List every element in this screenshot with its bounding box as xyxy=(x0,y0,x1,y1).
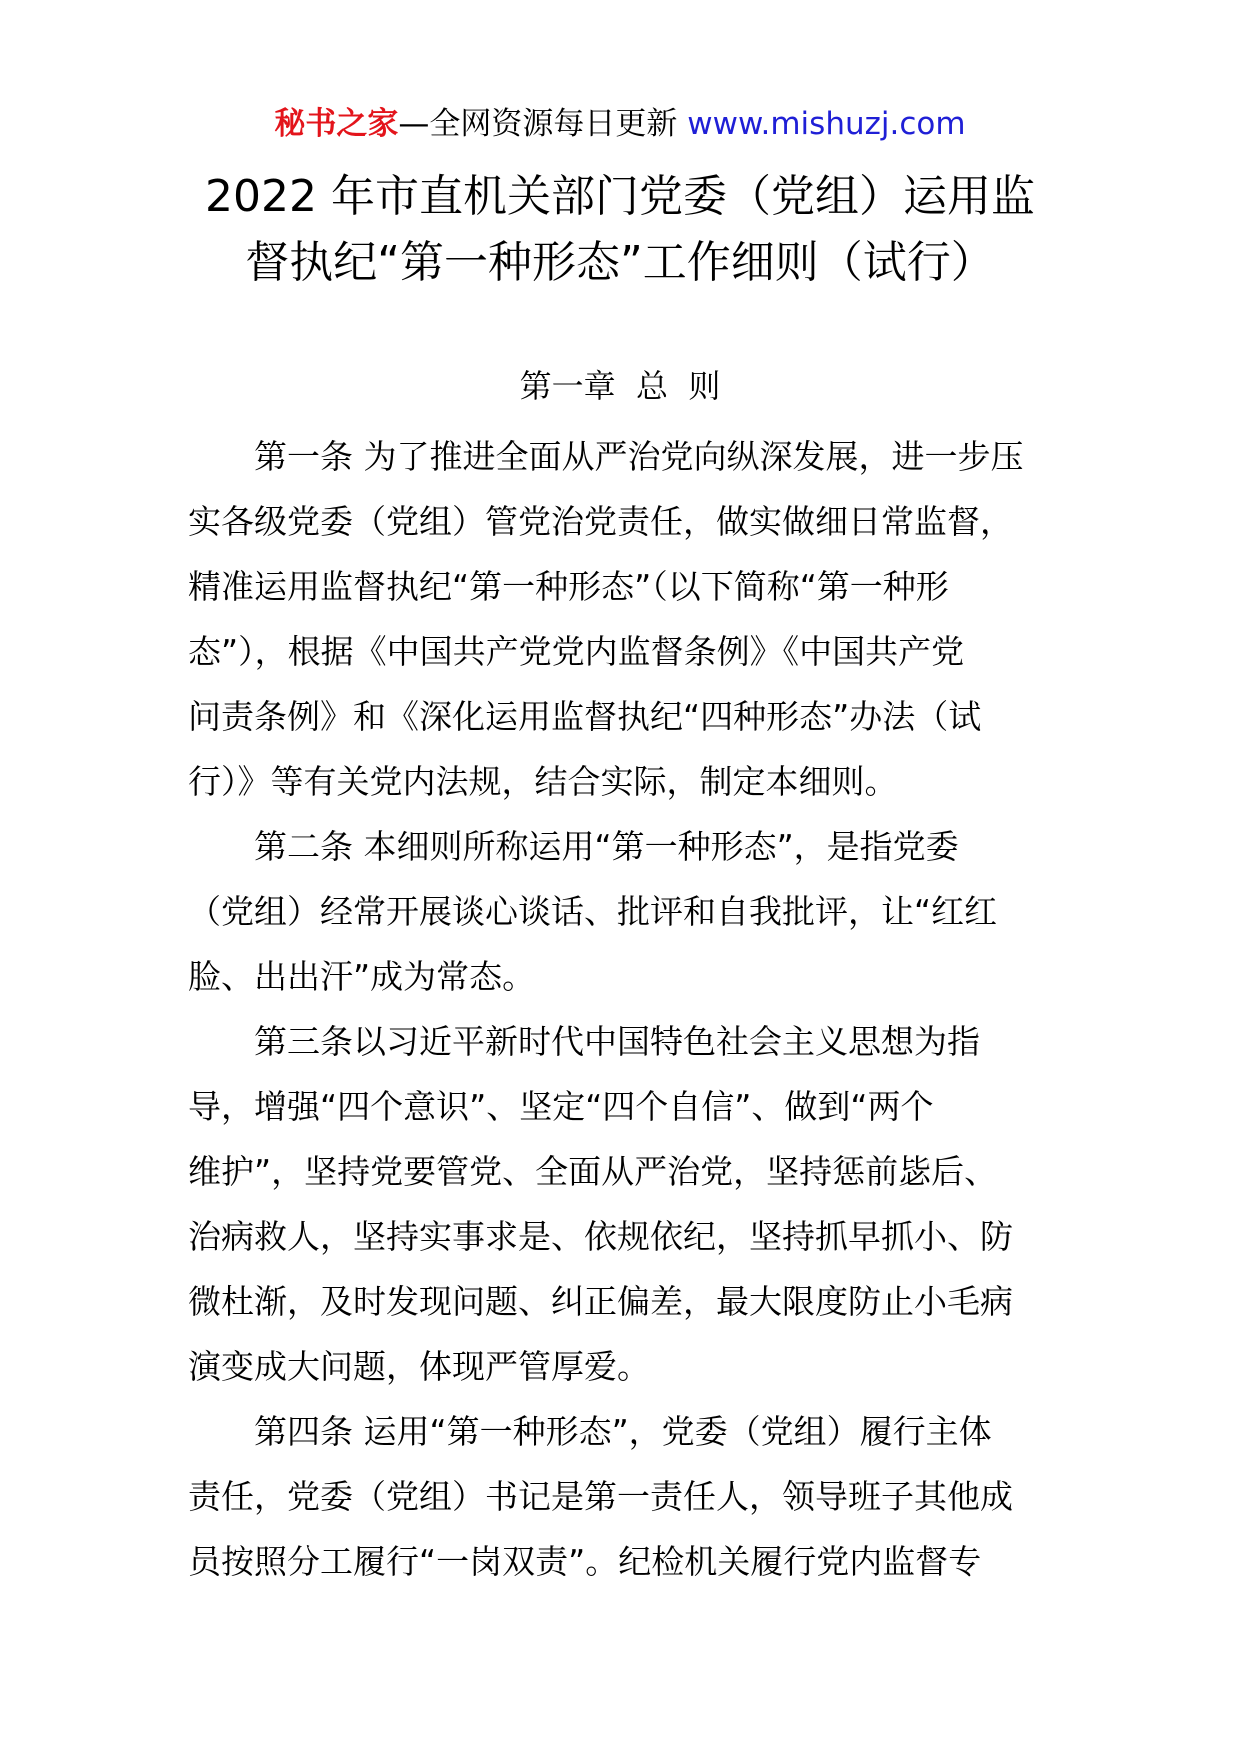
text-line: 导，增强“四个意识”、坚定“四个自信”、做到“两个 xyxy=(188,1087,934,1126)
text-line: 责任，党委（党组）书记是第一责任人，领导班子其他成 xyxy=(188,1477,1013,1516)
brand-tagline: —全网资源每日更新 xyxy=(398,106,678,142)
text-line: 治病救人，坚持实事求是、依规依纪，坚持抓早抓小、防 xyxy=(188,1217,1013,1256)
brand-name: 秘书之家 xyxy=(274,106,399,142)
site-banner xyxy=(0,104,1240,144)
text-line: 微杜渐，及时发现问题、纠正偏差，最大限度防止小毛病 xyxy=(188,1282,1013,1321)
title-line-2: 督执纪“第一种形态”工作细则（试行） xyxy=(245,237,995,288)
text-line: 员按照分工履行“一岗双责”。纪检机关履行党内监督专 xyxy=(188,1542,982,1581)
text-line: 第四条 运用“第一种形态”，党委（党组）履行主体 xyxy=(254,1412,992,1451)
document-title xyxy=(140,164,1100,296)
document-body xyxy=(188,424,1056,1594)
text-line: 精准运用监督执纪“第一种形态”（以下简称“第一种形 xyxy=(188,567,949,606)
text-line: 态”），根据《中国共产党党内监督条例》《中国共产党 xyxy=(188,632,965,671)
text-line: 脸、出出汗”成为常态。 xyxy=(188,957,536,996)
text-line: 第一条 为了推进全面从严治党向纵深发展，进一步压 xyxy=(254,437,1024,476)
text-line: 问责条例》和《深化运用监督执纪“四种形态”办法（试 xyxy=(188,697,982,736)
chapter-heading: 第一章 总 则 xyxy=(519,367,721,405)
title-line-1: 2022 年市直机关部门党委（党组）运用监 xyxy=(205,171,1035,222)
article-3 xyxy=(188,1009,1056,1399)
text-line: 实各级党委（党组）管党治党责任，做实做细日常监督， xyxy=(188,502,1013,541)
article-4 xyxy=(188,1399,1056,1594)
article-1 xyxy=(188,424,1056,814)
text-line: 行）》等有关党内法规，结合实际，制定本细则。 xyxy=(188,762,898,801)
text-line: 第二条 本细则所称运用“第一种形态”，是指党委 xyxy=(254,827,959,866)
text-line: （党组）经常开展谈心谈话、批评和自我批评，让“红红 xyxy=(188,892,998,931)
text-line: 演变成大问题，体现严管厚爱。 xyxy=(188,1347,650,1386)
text-line: 维护”，坚持党要管党、全面从严治党，坚持惩前毖后、 xyxy=(188,1152,998,1191)
article-2 xyxy=(188,814,1056,1009)
text-line: 第三条以习近平新时代中国特色社会主义思想为指 xyxy=(254,1022,980,1061)
site-url[interactable]: www.mishuzj.com xyxy=(687,106,966,142)
